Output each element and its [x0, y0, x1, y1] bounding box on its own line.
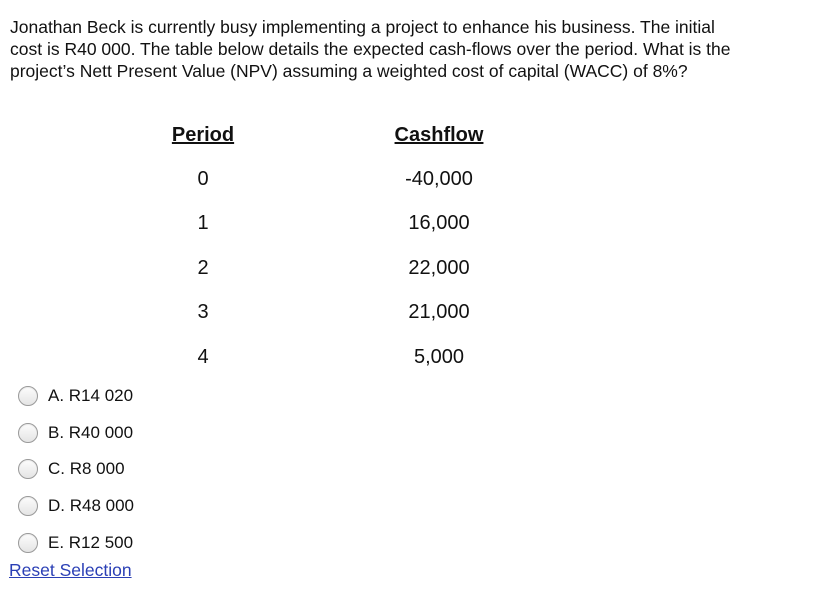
period-cell: 1 [197, 212, 209, 235]
period-cell: 2 [197, 256, 209, 279]
option-label: C. R8 000 [48, 459, 125, 479]
option-b[interactable] [18, 415, 134, 452]
question-line: Jonathan Beck is currently busy implementing a project to enhance his business. The initial [10, 17, 715, 37]
table-row [150, 291, 552, 336]
option-e[interactable] [18, 524, 134, 561]
question-text [10, 16, 810, 82]
question-line: project’s Nett Present Value (NPV) assuming a weighted cost of capital (WACC) of 8%? [10, 61, 688, 81]
table-row [150, 335, 552, 380]
cashflow-header: Cashflow [394, 123, 484, 146]
radio-button[interactable] [18, 533, 38, 553]
table-row [150, 202, 552, 247]
cashflow-cell: 22,000 [408, 256, 470, 279]
question-line: cost is R40 000. The table below details the expected cash-flows over the period. What is the [10, 39, 731, 59]
table-row [150, 153, 552, 202]
period-cell: 0 [197, 167, 209, 190]
option-label: A. R14 020 [48, 386, 134, 406]
cashflow-cell: 21,000 [408, 301, 470, 324]
radio-button[interactable] [18, 423, 38, 443]
table-header-row [150, 117, 552, 153]
radio-button[interactable] [18, 386, 38, 406]
reset-selection-link[interactable]: Reset Selection [9, 560, 132, 580]
option-c[interactable] [18, 451, 134, 488]
option-a[interactable] [18, 378, 134, 415]
cashflow-cell: 16,000 [408, 212, 470, 235]
radio-button[interactable] [18, 459, 38, 479]
radio-button[interactable] [18, 496, 38, 516]
cashflow-table [150, 117, 552, 380]
period-cell: 3 [197, 301, 209, 324]
option-d[interactable] [18, 488, 134, 525]
cashflow-cell: -40,000 [405, 167, 473, 190]
cashflow-cell: 5,000 [413, 345, 465, 368]
answer-options [18, 378, 134, 561]
option-label: D. R48 000 [48, 496, 134, 516]
option-label: E. R12 500 [48, 532, 134, 552]
period-cell: 4 [197, 345, 209, 368]
option-label: B. R40 000 [48, 422, 134, 442]
table-row [150, 246, 552, 291]
period-header: Period [171, 123, 235, 146]
